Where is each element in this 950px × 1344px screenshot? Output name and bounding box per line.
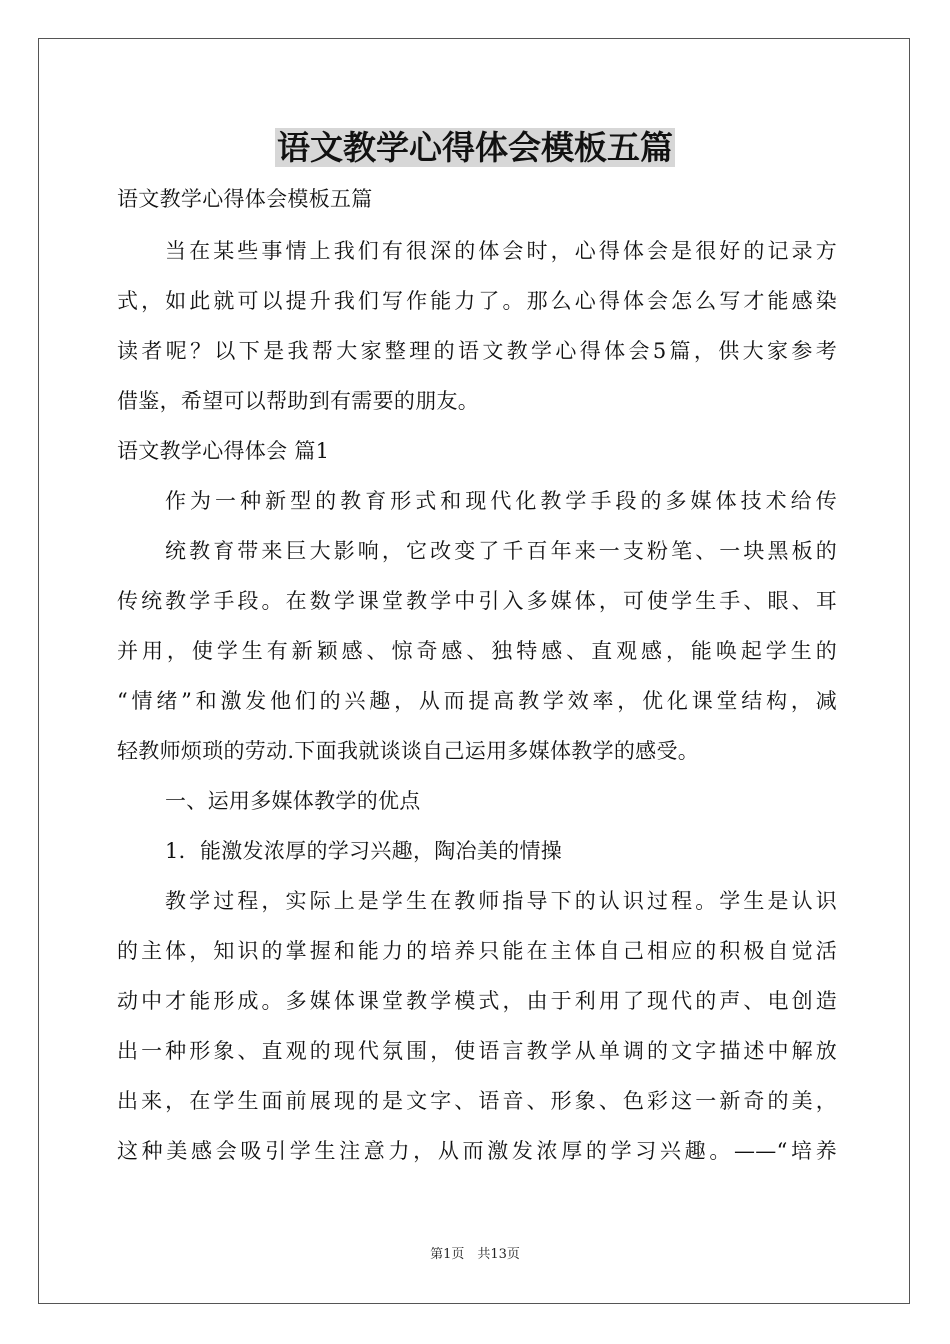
document-title (0, 124, 950, 172)
paragraph-line: 读者呢？以下是我帮大家整理的语文教学心得体会5篇，供大家参考 (117, 339, 837, 363)
paragraph-line: 动中才能形成。多媒体课堂教学模式，由于利用了现代的声、电创造 (117, 989, 837, 1013)
paragraph-line: “情绪”和激发他们的兴趣，从而提高教学效率，优化课堂结构，减 (117, 689, 837, 713)
paragraph-line: 的主体，知识的掌握和能力的培养只能在主体自己相应的积极自觉活 (117, 939, 837, 963)
paragraph-line: 出来，在学生面前展现的是文字、语音、形象、色彩这一新奇的美， (117, 1089, 837, 1113)
paragraph-line: 教学过程，实际上是学生在教师指导下的认识过程。学生是认识 (165, 889, 837, 913)
section-heading: 语文教学心得体会 篇1 (117, 439, 330, 463)
paragraph-line: 轻教师烦琐的劳动.下面我就谈谈自己运用多媒体教学的感受。 (117, 739, 700, 763)
paragraph-line: 这种美感会吸引学生注意力，从而激发浓厚的学习兴趣。——“培养 (117, 1139, 837, 1163)
document-title-text: 语文教学心得体会模板五篇 (277, 128, 673, 167)
page-number-footer: 第1页 共13页 (430, 1247, 520, 1262)
paragraph-line: 借鉴，希望可以帮助到有需要的朋友。 (117, 389, 480, 413)
paragraph-line: 并用，使学生有新颖感、惊奇感、独特感、直观感，能唤起学生的 (117, 639, 837, 663)
paragraph-line: 当在某些事情上我们有很深的体会时，心得体会是很好的记录方 (165, 239, 837, 263)
paragraph-line: 出一种形象、直观的现代氛围，使语言教学从单调的文字描述中解放 (117, 1039, 837, 1063)
subsection-heading: 一、运用多媒体教学的优点 (165, 789, 421, 813)
paragraph-line: 式，如此就可以提升我们写作能力了。那么心得体会怎么写才能感染 (117, 289, 837, 313)
document-subtitle: 语文教学心得体会模板五篇 (117, 187, 373, 211)
paragraph-line: 统教育带来巨大影响，它改变了千百年来一支粉笔、一块黑板的 (165, 539, 837, 563)
subsection-heading: 1．能激发浓厚的学习兴趣，陶冶美的情操 (165, 839, 563, 863)
paragraph-line: 作为一种新型的教育形式和现代化教学手段的多媒体技术给传 (165, 489, 837, 513)
paragraph-line: 传统教学手段。在数学课堂教学中引入多媒体，可使学生手、眼、耳 (117, 589, 837, 613)
